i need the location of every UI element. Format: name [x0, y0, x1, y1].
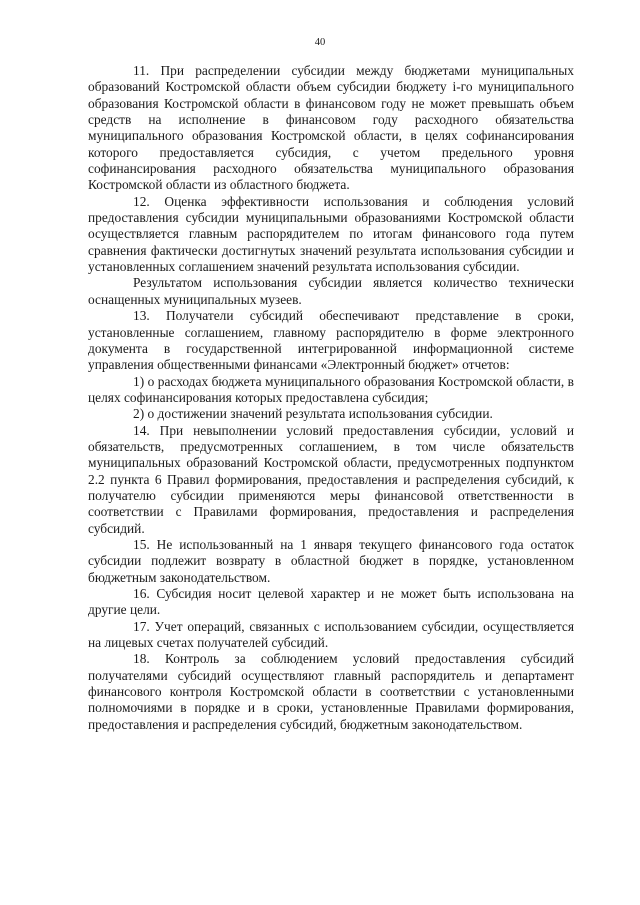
paragraph-15: 15. Не использованный на 1 января текущего финансового года остаток субсидии подлежит возврату в областной бюджет в порядке, установленном бюджетным законодательством.	[88, 536, 574, 585]
paragraph-17: 17. Учет операций, связанных с использованием субсидии, осуществляется на лицевых счетах получателей субсидий.	[88, 618, 574, 651]
paragraph-14: 14. При невыполнении условий предоставления субсидии, условий и обязательств, предусмотренных соглашением, в том числе обязательств муниципальных образований Костромской области, предусмотренных подпунктом 2.2 пункта 6 Правил формирования, предоставления и распределения субсидий, к получателю субсидии применяются меры финансовой ответственности в соответствии с Правилами формирования, предоставления и распределения субсидий.	[88, 422, 574, 536]
paragraph-12: 12. Оценка эффективности использования и соблюдения условий предоставления субсидии муниципальными образованиями Костромской области осуществляется главным распорядителем по итогам финансового года путем сравнения фактически достигнутых значений результата использования субсидии и установленных соглашением значений результата использования субсидии.	[88, 193, 574, 275]
paragraph-13: 13. Получатели субсидий обеспечивают представление в сроки, установленные соглашением, главному распорядителю в форме электронного документа в государственной интегрированной информационной системе управления общественными финансами «Электронный бюджет» отчетов:	[88, 308, 574, 373]
paragraph-18: 18. Контроль за соблюдением условий предоставления субсидий получателями субсидий осуществляют главный распорядитель и департамент финансового контроля Костромской области в соответствии с установленными полномочиями в порядке и в сроки, установленные Правилами формирования, предоставления и распределения субсидий, бюджетным законодательством.	[88, 651, 574, 732]
paragraph-13-item-1: 1) о расходах бюджета муниципального образования Костромской области, в целях софинансирования которых предоставлена субсидия;	[88, 373, 574, 405]
paragraph-13-item-2: 2) о достижении значений результата использования субсидии.	[133, 406, 493, 422]
paragraph-12-result: Результатом использования субсидии является количество технически оснащенных муниципальных музеев.	[88, 275, 574, 307]
paragraph-11: 11. При распределении субсидии между бюджетами муниципальных образований Костромской области объем субсидии бюджету i-го муниципального образования Костромской области в финансовом году не может превышать объем средств на исполнение в финансовом году расходного обязательства муниципального образования Костромской области, в целях софинансирования которого предоставляется субсидия, с учетом предельного уровня софинансирования расходного обязательства муниципального образования Костромской области из областного бюджета.	[88, 63, 574, 193]
document-body	[88, 63, 574, 733]
paragraph-16: 16. Субсидия носит целевой характер и не может быть использована на другие цели.	[88, 586, 574, 618]
page-number: 40	[314, 37, 326, 48]
